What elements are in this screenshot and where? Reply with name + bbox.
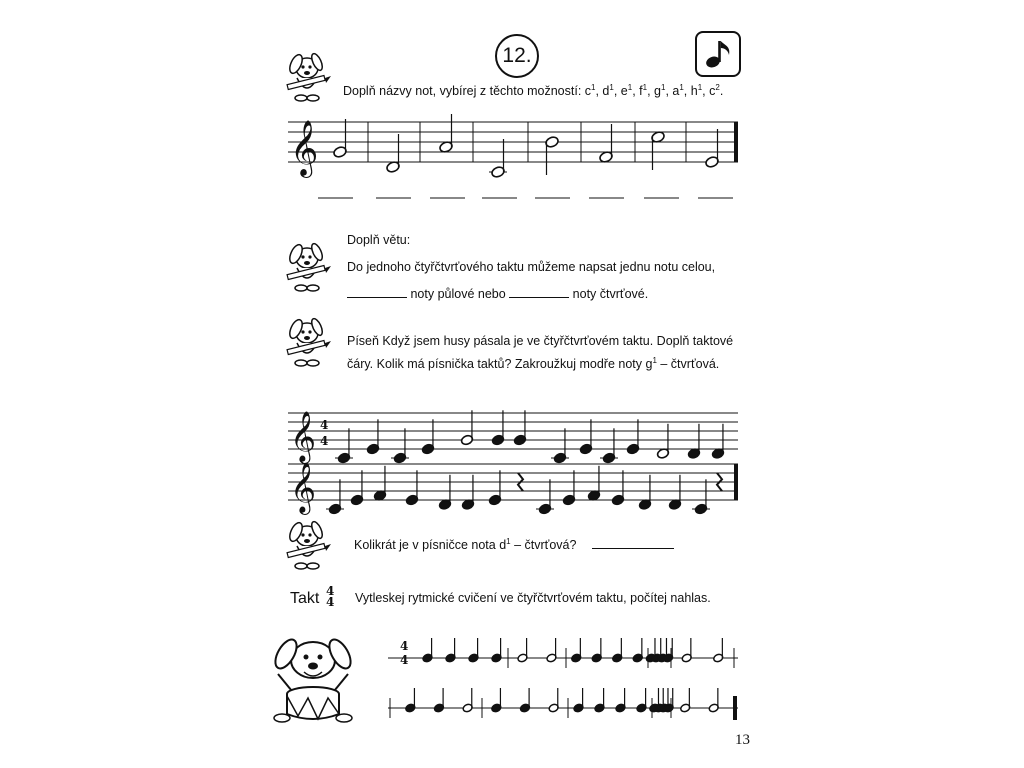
blank-quarter-notes[interactable] — [509, 296, 569, 298]
exercise5-instruction: Vytleskej rytmické cvičení ve čtyřčtvrťovém taktu, počítej nahlas. — [355, 591, 711, 605]
staff-song-line2 — [288, 456, 748, 516]
quarter-note — [615, 688, 626, 713]
note-e1 — [626, 419, 639, 455]
quarter-note — [422, 638, 433, 663]
exercise3-line2: čáry. Kolik má písnička taktů? Zakroužkuj modře noty $g^1$ – čtvrťová. — [347, 356, 720, 372]
svg-text:𝄞: 𝄞 — [290, 411, 317, 462]
note-d1 — [656, 424, 669, 460]
svg-text:𝄞: 𝄞 — [290, 120, 319, 176]
note-g1 — [513, 410, 526, 446]
half-note — [681, 638, 692, 663]
quarter-note — [636, 688, 647, 713]
note-a1 — [439, 114, 454, 153]
half-note — [548, 688, 559, 713]
note-e1 — [705, 129, 720, 168]
note-c1 — [692, 479, 710, 515]
dog-pencil-icon — [283, 50, 335, 105]
note-d1 — [638, 475, 651, 511]
quarter-note — [491, 638, 502, 663]
note-e1 — [421, 419, 434, 455]
note-d1 — [668, 475, 681, 511]
lesson-number: 12. — [495, 34, 539, 78]
dog-pencil-icon — [283, 315, 335, 370]
dog-drum-icon — [268, 632, 358, 727]
exercise2-title: Doplň větu: — [347, 233, 411, 247]
rhythm-line1 — [388, 632, 748, 676]
quarter-note — [632, 638, 643, 663]
quarter-note — [405, 688, 416, 713]
note-d1 — [687, 424, 700, 460]
quarter-note — [445, 638, 456, 663]
quarter-note — [571, 638, 582, 663]
note-e1 — [350, 470, 363, 506]
half-note — [713, 638, 724, 663]
exercise3-line1: Píseň Když jsem husy pásala je ve čtyřčtvrťovém taktu. Doplň taktové — [347, 334, 734, 348]
answer-blanks[interactable] — [318, 188, 738, 206]
takt-label: Takt — [290, 590, 320, 607]
note-g1 — [491, 410, 504, 446]
note-g1 — [333, 119, 348, 158]
exercise1-instruction: Doplň názvy not, vybírej z těchto možností: $c^1$, $d^1$, $e^1$, $f^1$, $g^1$, $a^1$, $h^1$, $c^2$. — [343, 83, 724, 99]
page-number: 13 — [735, 732, 750, 748]
note-d1 — [711, 424, 724, 460]
quarter-note — [612, 638, 623, 663]
quarter-note — [519, 688, 530, 713]
quarter-note — [594, 688, 605, 713]
svg-text:4: 4 — [320, 434, 329, 448]
exercise2-line1: Do jednoho čtyřčtvrťového taktu můžeme napsat jednu notu celou, — [347, 260, 716, 274]
note-options: $c^1$, $d^1$, $e^1$, $f^1$, $g^1$, $a^1$, $h^1$, $c^2$. — [584, 83, 724, 99]
dog-pencil-icon — [283, 240, 335, 295]
quarter-note — [663, 688, 674, 713]
rhythm-line2 — [388, 688, 748, 732]
note-d1 — [386, 134, 401, 173]
staff-exercise1 — [288, 112, 748, 182]
note-h1 — [545, 136, 560, 175]
note-g1 — [460, 410, 473, 446]
dog-pencil-icon — [283, 518, 335, 573]
exercise4-question: Kolikrát je v písničce nota $d^1$ – čtvrťová? — [354, 537, 674, 552]
svg-text:4: 4 — [400, 639, 409, 653]
note-c1 — [536, 479, 554, 515]
note-d1 — [438, 475, 451, 511]
note-e1 — [562, 470, 575, 506]
answer-blank-d1-count[interactable] — [592, 547, 674, 549]
note-c1 — [489, 139, 507, 178]
quarter-note — [491, 688, 502, 713]
half-note — [680, 688, 691, 713]
note-f1 — [373, 466, 386, 502]
half-note — [546, 638, 557, 663]
note-e1 — [488, 470, 501, 506]
note-e1 — [366, 419, 379, 455]
note-c1 — [326, 479, 344, 515]
svg-text:4: 4 — [320, 418, 329, 432]
note-f1 — [599, 124, 614, 163]
quarter-note — [468, 638, 479, 663]
note-f1 — [587, 466, 600, 502]
half-note — [462, 688, 473, 713]
note-c2 — [651, 131, 666, 170]
half-note — [517, 638, 528, 663]
quarter-note — [591, 638, 602, 663]
time-signature: 4 4 — [326, 584, 335, 609]
note-d1 — [461, 475, 474, 511]
eighth-note-icon — [695, 31, 741, 77]
exercise2-line2: noty půlové nebo noty čtvrťové. — [347, 287, 648, 301]
quarter-note — [573, 688, 584, 713]
quarter-note — [433, 688, 444, 713]
quarter-note — [663, 638, 674, 663]
svg-text:4: 4 — [400, 653, 409, 667]
svg-text:𝄞: 𝄞 — [290, 462, 317, 513]
note-e1 — [405, 470, 418, 506]
blank-half-notes[interactable] — [347, 296, 407, 298]
note-e1 — [579, 419, 592, 455]
half-note — [708, 688, 719, 713]
note-e1 — [611, 470, 624, 506]
